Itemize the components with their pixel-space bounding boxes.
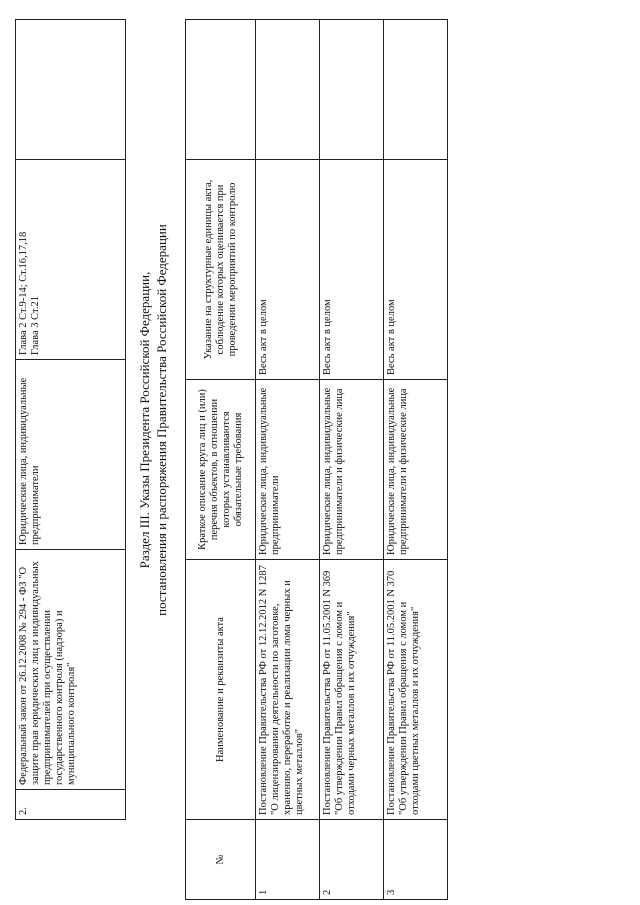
persons-cell: Юридические лица, индивидуальные предприниматели bbox=[16, 360, 126, 550]
act-name-cell: Постановление Правительства РФ от 11.05.2001 N 370 "Об утверждении Правил обращения с ломом и отходами цветных металлов и их отчуждения" bbox=[384, 560, 448, 820]
act-name-cell: Постановление Правительства РФ от 11.05.2001 N 369 "Об утверждении Правил обращения с ломом и отходами черных металлов и их отчуждения" bbox=[320, 560, 384, 820]
table-row bbox=[16, 20, 126, 820]
header-structural-units: Указание на структурные единицы акта, соблюдение которых оценивается при проведении мероприятий по контролю bbox=[186, 160, 256, 380]
persons-cell: Юридические лица, индивидуальные предприниматели и физические лица bbox=[384, 380, 448, 560]
laws-table-continued bbox=[15, 19, 126, 820]
persons-cell: Юридические лица, индивидуальные предприниматели и физические лица bbox=[320, 380, 384, 560]
table-row bbox=[384, 20, 448, 900]
table-row bbox=[256, 20, 320, 900]
structural-units-cell: Весь акт в целом bbox=[384, 160, 448, 380]
act-name-cell: Федеральный закон от 26.12.2008 № 294 - ФЗ "О защите прав юридических лиц и индивидуальных предпринимателей при осуществлении государственного контроля (надзора) и муниципального контроля" bbox=[16, 550, 126, 790]
government-acts-table bbox=[185, 19, 448, 900]
header-empty-cell bbox=[186, 20, 256, 160]
header-row bbox=[186, 20, 256, 900]
table-row bbox=[320, 20, 384, 900]
persons-cell: Юридические лица, индивидуальные предприниматели bbox=[256, 380, 320, 560]
row-number: 2. bbox=[16, 790, 126, 820]
section-title: Раздел III. Указы Президента Российской Федерации, bbox=[137, 271, 152, 569]
structural-units-cell: Глава 2 Ст.9-14; Ст.16,17,18 Глава 3 Ст.21 bbox=[16, 160, 126, 360]
header-persons: Краткое описание круга лиц и (или) перечня объектов, в отношении которых устанавливаются обязательные требования bbox=[186, 380, 256, 560]
row-number: 2 bbox=[320, 820, 384, 900]
header-act-name: Наименование и реквизиты акта bbox=[186, 560, 256, 820]
act-name-cell: Постановление Правительства РФ от 12.12.2012 N 1287 "О лицензировании деятельности по заготовке, хранению, переработке и реализации лома черных и цветных металлов" bbox=[256, 560, 320, 820]
empty-cell bbox=[256, 20, 320, 160]
row-number: 3 bbox=[384, 820, 448, 900]
structural-units-cell: Весь акт в целом bbox=[320, 160, 384, 380]
empty-cell bbox=[16, 20, 126, 160]
row-number: 1 bbox=[256, 820, 320, 900]
empty-cell bbox=[320, 20, 384, 160]
structural-units-cell: Весь акт в целом bbox=[256, 160, 320, 380]
empty-cell bbox=[384, 20, 448, 160]
header-number: № bbox=[186, 820, 256, 900]
section-subtitle: постановления и распоряжения Правительства Российской Федерации bbox=[154, 224, 169, 616]
